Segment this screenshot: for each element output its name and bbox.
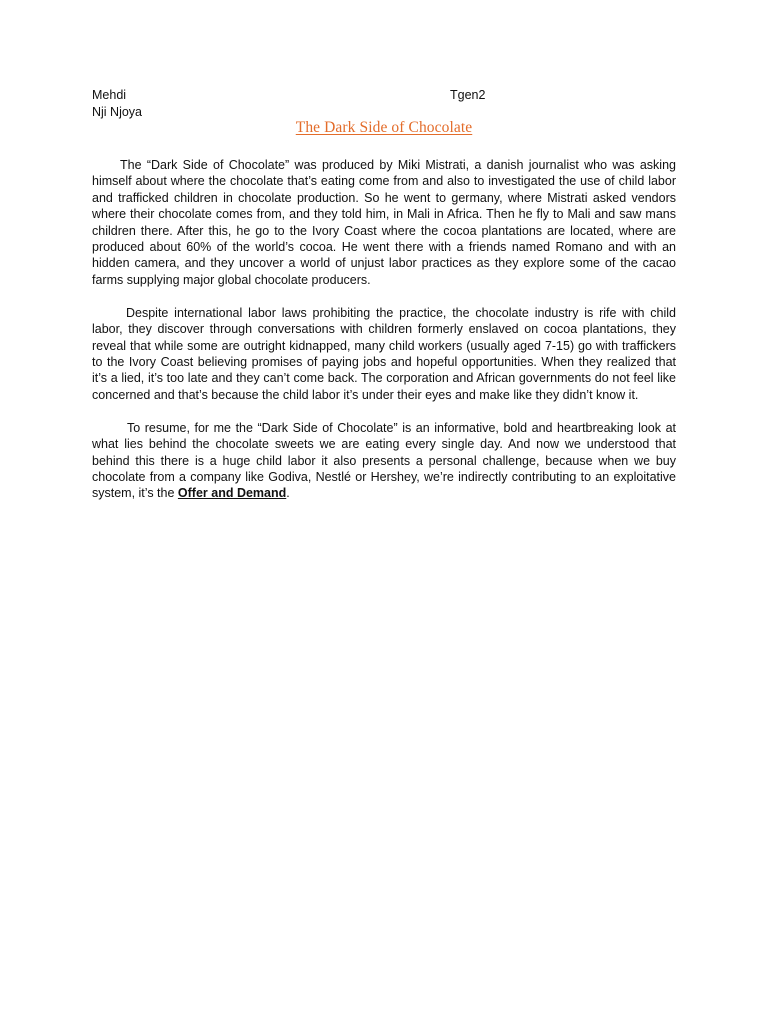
- paragraph-1: The “Dark Side of Chocolate” was produced by Miki Mistrati, a danish journalist who was asking himself about where the chocolate that’s eating come from and also to investigated the use of child labor and trafficked children in chocolate production. So he went to germany, where Mistrati asked vendors where their chocolate comes from, and they told him, in Mali in Africa. Then he fly to Mali and saw mans children there. After this, he go to the Ivory Coast where the cocoa plantations are located, where are produced about 60% of the world’s cocoa. He went there with a friends named Romano and with an hidden camera, and they uncover a world of unjust labor practices as they explore some of the cacao farms supplying major global chocolate producers.: [92, 158, 676, 287]
- document-body: [92, 157, 676, 518]
- document-title: The Dark Side of Chocolate: [295, 119, 473, 136]
- author-last-name: Nji Njoya: [92, 105, 143, 119]
- author-first-name: Mehdi: [92, 88, 127, 102]
- document-header: [92, 87, 676, 121]
- class-code: Tgen2: [450, 88, 486, 102]
- paragraph-3: [92, 420, 676, 502]
- offer-and-demand-emphasis: Offer and Demand: [177, 486, 287, 501]
- paragraph-3-text: To resume, for me the “Dark Side of Chocolate” is an informative, bold and heartbreaking look at what lies behind the chocolate sweets we are eating every single day. And now we understood that behind this there is a huge child labor it also presents a personal challenge, because when we buy chocolate from a company like Godiva, Nestlé or Hershey, we’re indirectly contributing to an exploitative system, it’s the: [92, 420, 676, 501]
- paragraph-2: Despite international labor laws prohibiting the practice, the chocolate industry is rife with child labor, they discover through conversations with children formerly enslaved on cocoa plantations, they reveal that while some are outright kidnapped, many child workers (usually aged 7-15) go with traffickers to the Ivory Coast believing promises of paying jobs and hopeful opportunities. When they realized that it’s a lied, it’s too late and they can’t come back. The corporation and African governments do not feel like concerned and that’s because the child labor it’s under their eyes and make like they didn’t know it.: [92, 305, 676, 402]
- paragraph-3-end: .: [286, 486, 290, 501]
